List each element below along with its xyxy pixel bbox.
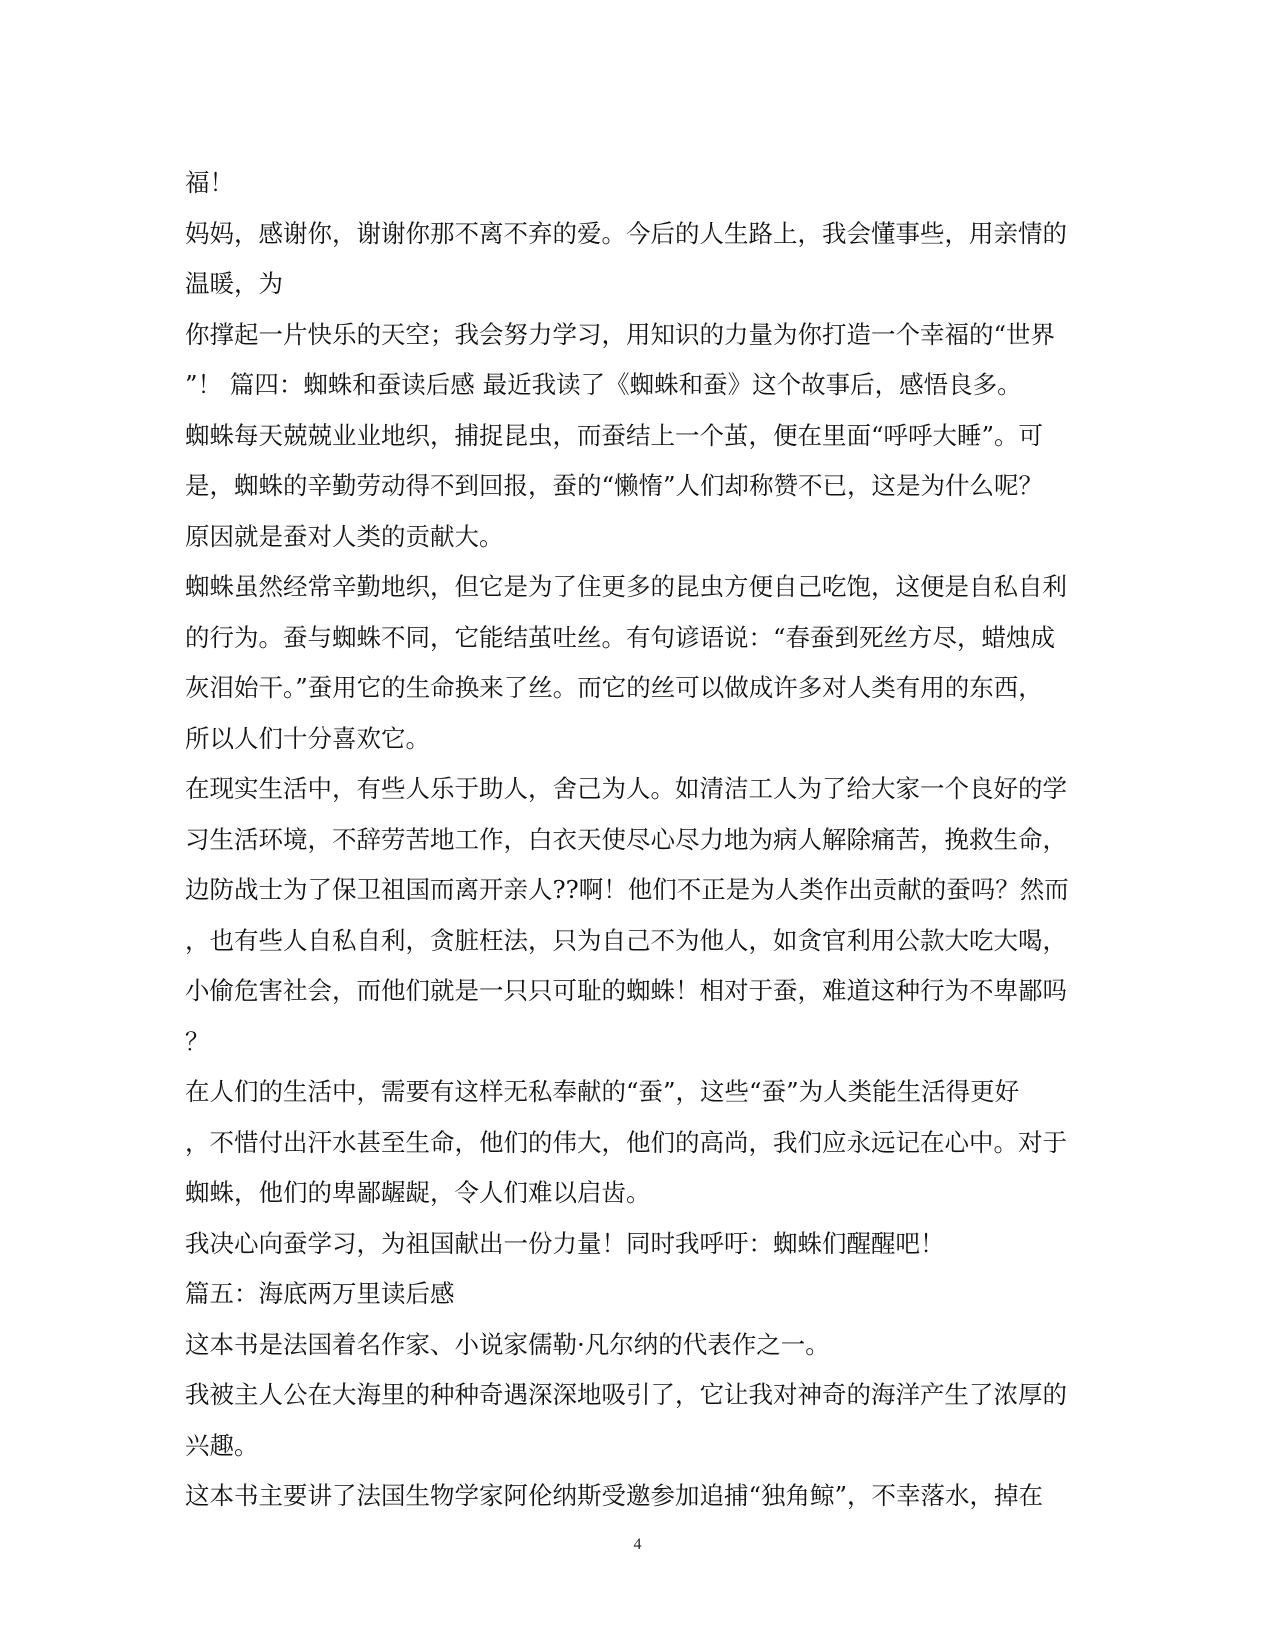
text-line: 所以人们十分喜欢它。: [185, 723, 430, 753]
text-line: 兴趣。: [185, 1430, 259, 1460]
text-line: 篇五：海底两万里读后感: [185, 1279, 455, 1308]
text-line: ”！ 篇四：蜘蛛和蚕读后感 最近我读了《蜘蛛和蚕》这个故事后，感悟良多。: [185, 370, 1022, 399]
text-line: 温暖，为: [185, 269, 283, 298]
page-number: 4: [633, 1536, 642, 1553]
text-line: ，不惜付出汗水甚至生命，他们的伟大，他们的高尚，我们应永远记在心中。对于: [185, 1127, 1067, 1157]
text-line: 在人们的生活中，需要有这样无私奉献的“蚕”，这些“蚕”为人类能生活得更好: [185, 1077, 1020, 1106]
text-line: 蜘蛛每天兢兢业业地织，捕捉昆虫，而蚕结上一个茧，便在里面“呼呼大睡”。可: [185, 420, 1044, 450]
text-line: 妈妈，感谢你，谢谢你那不离不弃的爱。今后的人生路上，我会懂事些，用亲情的: [185, 218, 1067, 248]
text-line: 蜘蛛虽然经常辛勤地织，但它是为了住更多的昆虫方便自己吃饱，这便是自私自利: [185, 572, 1067, 601]
text-line: 这本书主要讲了法国生物学家阿伦纳斯受邀参加追捕“独角鲸”，不幸落水，掉在: [185, 1481, 1044, 1510]
text-line: 灰泪始干。”蚕用它的生命换来了丝。而它的丝可以做成许多对人类有用的东西，: [185, 673, 1043, 702]
text-line: 你撑起一片快乐的天空；我会努力学习，用知识的力量为你打造一个幸福的“世界: [185, 319, 1056, 349]
body-text: [185, 158, 1090, 1522]
text-line: ，也有些人自私自利，贪脏枉法，只为自己不为他人，如贪官利用公款大吃大喝，: [185, 925, 1067, 955]
text-line: 习生活环境，不辞劳苦地工作，白衣天使尽心尽力地为病人解除痛苦，挽救生命，: [185, 824, 1067, 854]
text-line: 我决心向蚕学习，为祖国献出一份力量！同时我呼吁：蜘蛛们醒醒吧！: [185, 1228, 945, 1258]
text-line: 原因就是蚕对人类的贡献大。: [185, 521, 504, 551]
text-line: 边防战士为了保卫祖国而离开亲人??啊！他们不正是为人类作出贡献的蚕吗？然而: [185, 875, 1069, 904]
text-line: ？: [185, 1026, 210, 1056]
text-line: 小偷危害社会，而他们就是一只只可耻的蜘蛛！相对于蚕，难道这种行为不卑鄙吗: [185, 976, 1067, 1005]
text-line: 这本书是法国着名作家、小说家儒勒·凡尔纳的代表作之一。: [185, 1329, 830, 1359]
text-line: 的行为。蚕与蜘蛛不同，它能结茧吐丝。有句谚语说：“春蚕到死丝方尽，蜡烛成: [185, 622, 1056, 652]
text-line: 蜘蛛，他们的卑鄙龌龊，令人们难以启齿。: [185, 1178, 651, 1207]
text-line: 我被主人公在大海里的种种奇遇深深地吸引了，它让我对神奇的海洋产生了浓厚的: [185, 1380, 1067, 1409]
text-line: 福！: [185, 168, 234, 197]
text-line: 是，蜘蛛的辛勤劳动得不到回报，蚕的“懒惰”人们却称赞不已，这是为什么呢？: [185, 471, 1044, 500]
text-line: 在现实生活中，有些人乐于助人，舍己为人。如清洁工人为了给大家一个良好的学: [185, 774, 1067, 803]
